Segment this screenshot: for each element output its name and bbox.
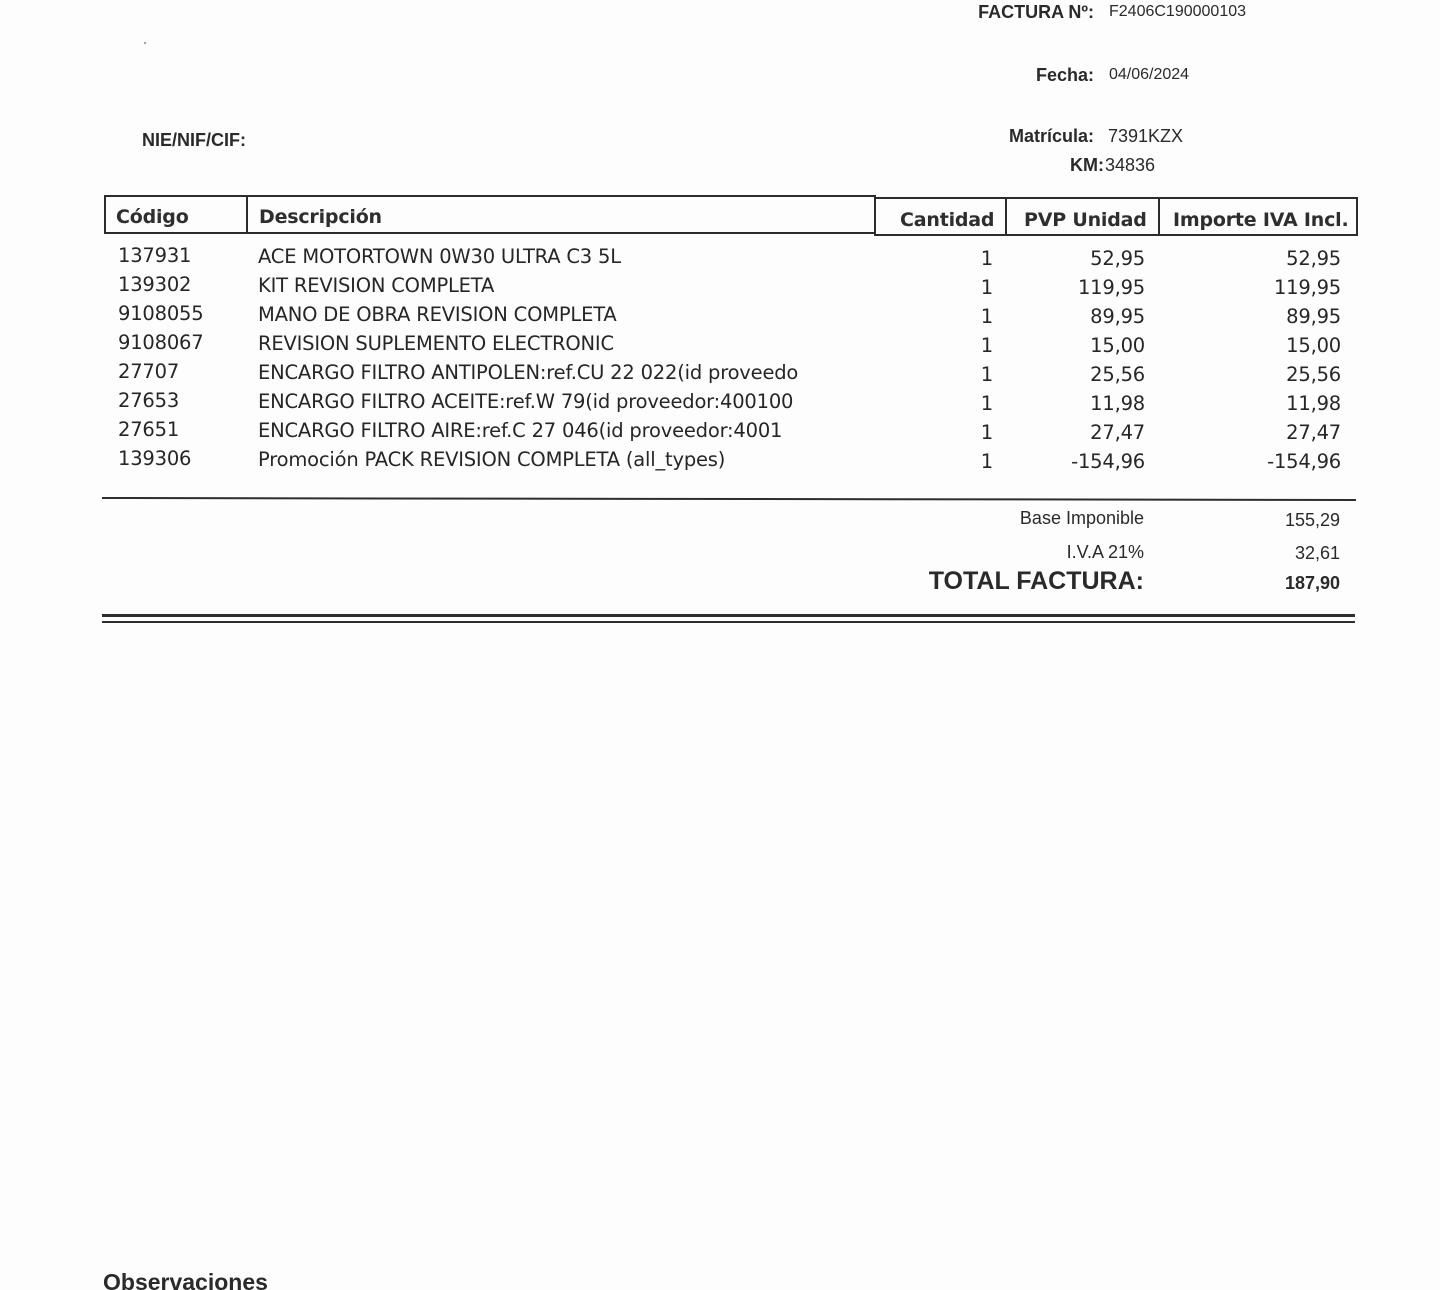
observations-heading: Observaciones [103, 1269, 268, 1290]
scan-speck [144, 42, 146, 44]
row-quantity: 1 [980, 276, 993, 299]
tax-id-label: NIE/NIF/CIF: [142, 130, 246, 150]
column-header-code: Código [116, 206, 189, 228]
row-description: KIT REVISION COMPLETA [258, 274, 495, 297]
total-value: 187,90 [1284, 573, 1340, 593]
row-unit-price: 52,95 [1090, 247, 1145, 270]
row-quantity: 1 [980, 305, 993, 328]
column-header-description: Descripción [259, 206, 382, 228]
table-bottom-rule [102, 497, 1356, 501]
row-quantity: 1 [980, 363, 993, 386]
row-quantity: 1 [980, 421, 993, 444]
row-amount: 11,98 [1286, 392, 1341, 415]
row-description: REVISION SUPLEMENTO ELECTRONIC [258, 332, 614, 355]
row-code: 27707 [118, 360, 180, 383]
column-header-unit-price: PVP Unidad [1024, 209, 1147, 231]
vat-label: I.V.A 21% [1066, 542, 1144, 562]
row-description: ENCARGO FILTRO ACEITE:ref.W 79(id proveedor:400100 [258, 390, 794, 413]
invoice-number: F2406C190000103 [1109, 3, 1247, 20]
row-quantity: 1 [980, 450, 993, 473]
total-label: TOTAL FACTURA: [928, 567, 1144, 595]
row-code: 9108067 [118, 331, 204, 354]
row-code: 137931 [118, 244, 192, 267]
row-unit-price: -154,96 [1071, 450, 1145, 473]
row-code: 139306 [118, 447, 192, 470]
row-code: 27651 [118, 418, 180, 441]
row-quantity: 1 [980, 392, 993, 415]
row-amount: 89,95 [1286, 305, 1341, 328]
row-unit-price: 27,47 [1090, 421, 1145, 444]
vat-value: 32,61 [1294, 543, 1340, 563]
row-amount: -154,96 [1267, 450, 1341, 473]
row-code: 9108055 [118, 302, 204, 325]
plate-number: 7391KZX [1108, 126, 1184, 146]
row-description: MANO DE OBRA REVISION COMPLETA [258, 303, 617, 326]
totals-double-rule-top [102, 614, 1355, 617]
row-unit-price: 89,95 [1090, 305, 1145, 328]
column-header-quantity: Cantidad [900, 209, 995, 231]
row-description: ACE MOTORTOWN 0W30 ULTRA C3 5L [258, 245, 621, 268]
column-header-amount: Importe IVA Incl. [1173, 209, 1349, 231]
row-unit-price: 25,56 [1090, 363, 1145, 386]
base-imponible-value: 155,29 [1284, 510, 1340, 530]
row-amount: 15,00 [1286, 334, 1341, 357]
row-description: ENCARGO FILTRO ANTIPOLEN:ref.CU 22 022(id proveedo [258, 361, 799, 384]
row-amount: 27,47 [1286, 421, 1341, 444]
row-amount: 52,95 [1286, 247, 1341, 270]
row-amount: 25,56 [1286, 363, 1341, 386]
row-code: 27653 [118, 389, 180, 412]
row-unit-price: 15,00 [1090, 334, 1145, 357]
km-value: 34836 [1105, 155, 1156, 175]
row-description: Promoción PACK REVISION COMPLETA (all_types) [258, 448, 726, 471]
row-amount: 119,95 [1273, 276, 1341, 299]
totals-double-rule-bottom [102, 621, 1355, 623]
date-label: Fecha: [1035, 65, 1094, 85]
row-unit-price: 119,95 [1077, 276, 1145, 299]
km-label: KM: [1070, 155, 1104, 175]
row-unit-price: 11,98 [1090, 392, 1145, 415]
plate-label: Matrícula: [1008, 126, 1094, 146]
invoice-number-label: FACTURA Nº: [978, 2, 1094, 22]
row-quantity: 1 [980, 247, 993, 270]
row-description: ENCARGO FILTRO AIRE:ref.C 27 046(id proveedor:4001 [258, 419, 783, 442]
base-imponible-label: Base Imponible [1019, 508, 1144, 528]
row-code: 139302 [118, 273, 192, 296]
invoice-date: 04/06/2024 [1109, 66, 1190, 83]
row-quantity: 1 [980, 334, 993, 357]
